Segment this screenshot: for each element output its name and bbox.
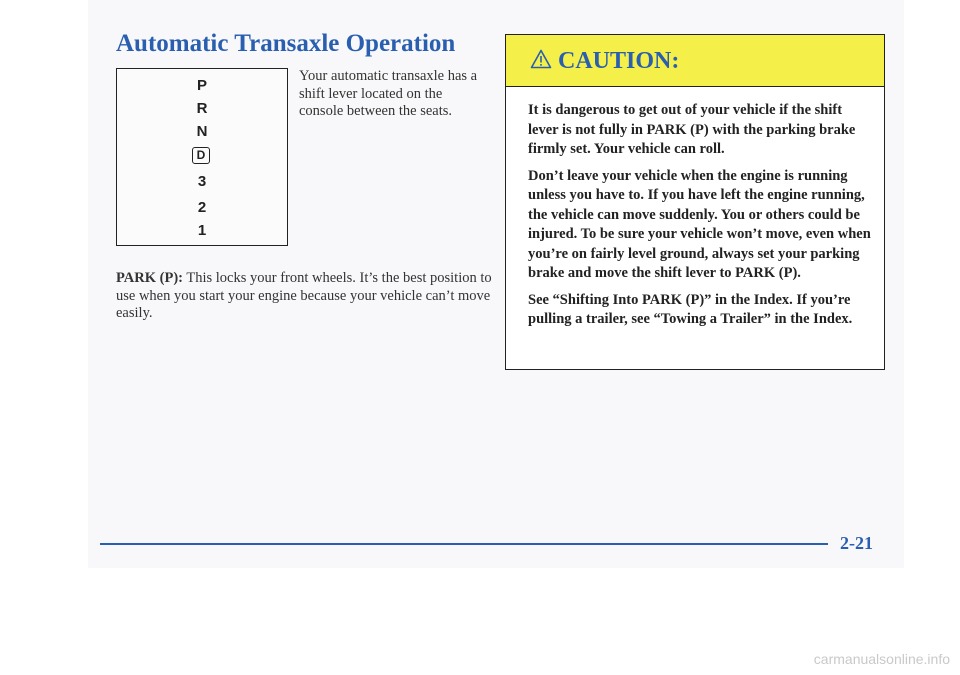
park-paragraph <box>116 270 494 323</box>
park-text: This locks your front wheels. It’s the best position to use when you start your engine because your vehicle can’t move easily. <box>116 270 492 321</box>
caution-paragraph: Don’t leave your vehicle when the engine is running unless you have to. If you have left the engine running, the vehicle can move suddenly. You or others could be injured. To be sure your vehicle won’t move, even when you’re on fairly level ground, always set your parking brake and move the shift lever to PARK (P). <box>528 167 871 281</box>
intro-paragraph: Your automatic transaxle has a shift lever located on the console between the seats. <box>299 68 478 119</box>
caution-paragraph: See “Shifting Into PARK (P)” in the Index. If you’re pulling a trailer, see “Towing a Trailer” in the Index. <box>528 291 853 327</box>
gear-p: P <box>196 77 207 94</box>
page-number: 2-21 <box>840 533 873 553</box>
caution-paragraph: It is dangerous to get out of your vehicle if the shift lever is not fully in PARK (P) with the parking brake firmly set. Your vehicle can roll. <box>528 102 856 157</box>
watermark: carmanualsonline.info <box>813 651 950 667</box>
gear-n: N <box>196 123 208 140</box>
caution-body <box>528 101 872 337</box>
gear-r: R <box>196 100 208 117</box>
gear-1: 1 <box>197 222 207 239</box>
warning-triangle-icon <box>530 49 552 69</box>
gear-2: 2 <box>197 199 207 216</box>
footer-rule <box>100 543 828 545</box>
page-title: Automatic Transaxle Operation <box>116 30 456 57</box>
caution-header <box>506 35 884 87</box>
caution-title: CAUTION: <box>558 48 680 74</box>
park-label: PARK (P): <box>116 270 183 286</box>
gear-d-boxed: D <box>192 147 210 164</box>
shift-pattern-diagram <box>116 68 288 246</box>
gear-3: 3 <box>197 173 207 190</box>
caution-box <box>505 34 885 370</box>
